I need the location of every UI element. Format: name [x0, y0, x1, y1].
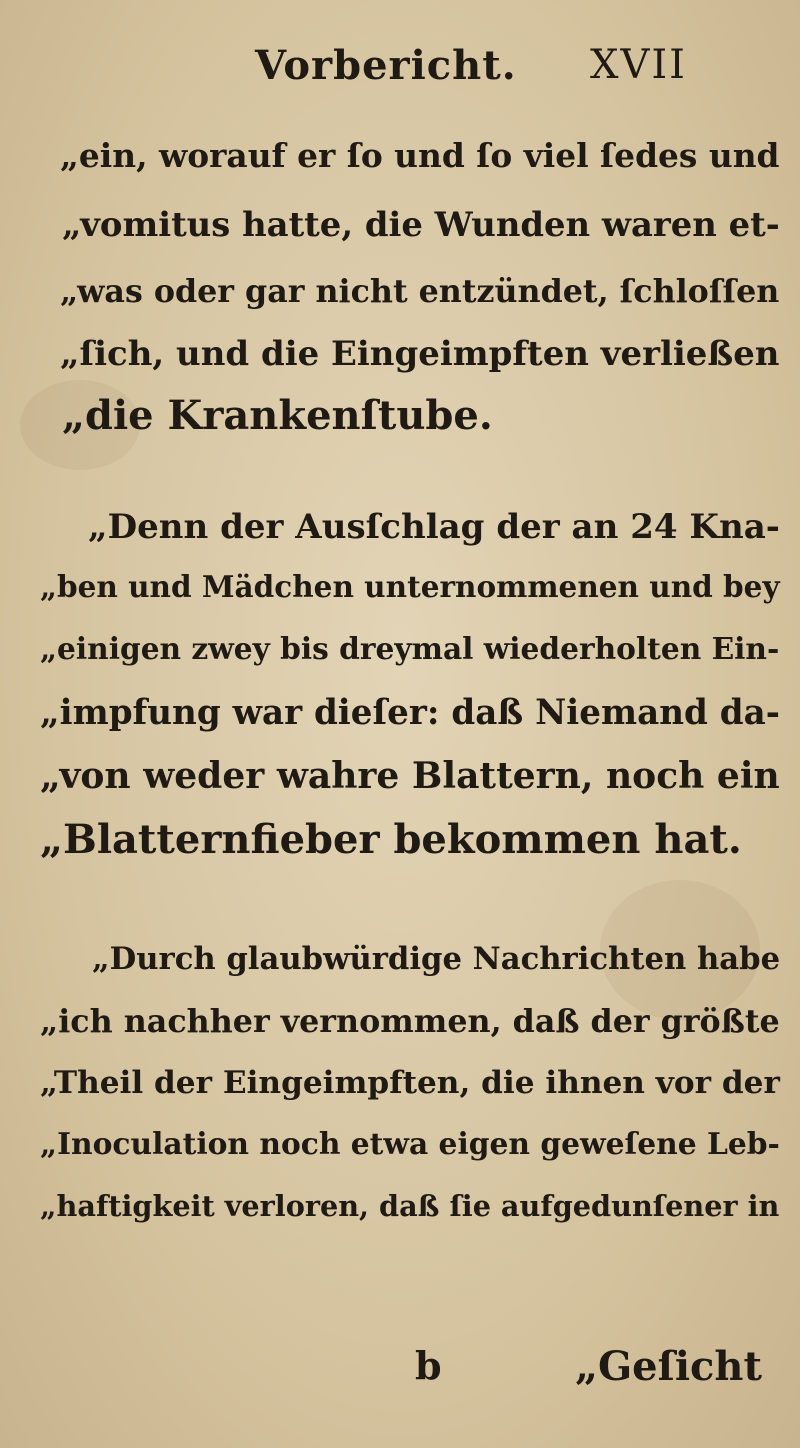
text-line: „ein, worauf er ſo und ſo viel ſedes und [60, 136, 780, 175]
text-line: „was oder gar nicht entzündet, ſchloſſen [60, 273, 780, 310]
text-line: „ich nachher vernommen, daß der größte [40, 1003, 780, 1040]
page-header [0, 42, 800, 102]
running-title: Vorbericht. [255, 42, 517, 89]
page-number: XVII [590, 42, 687, 88]
page-footer [0, 1343, 800, 1403]
text-line: „vomitus hatte, die Wunden waren et- [62, 204, 780, 244]
text-line: „Denn der Ausſchlag der an 24 Kna- [88, 507, 780, 547]
text-line: „Inoculation noch etwa eigen geweſene Leb- [40, 1127, 780, 1162]
text-line: „Blatternfieber bekommen hat. [40, 816, 742, 863]
signature-mark: b [415, 1343, 442, 1388]
text-line: „ſich, und die Eingeimpften verließen [60, 334, 780, 374]
text-line: „die Krankenſtube. [62, 392, 493, 439]
text-line: „ben und Mädchen unternommenen und bey [40, 569, 780, 604]
text-line: „einigen zwey bis dreymal wiederholten Ein- [40, 631, 780, 666]
text-line: „impfung war dieſer: daß Niemand da- [40, 693, 780, 733]
text-line: „Theil der Eingeimpften, die ihnen vor der [40, 1065, 780, 1101]
catchword: „Geſicht [575, 1343, 762, 1390]
text-line: „Durch glaubwürdige Nachrichten habe [92, 941, 781, 977]
text-line: „haftigkeit verloren, daß ſie aufgedunſener in [40, 1189, 780, 1223]
text-line: „von weder wahre Blattern, noch ein [40, 754, 780, 797]
